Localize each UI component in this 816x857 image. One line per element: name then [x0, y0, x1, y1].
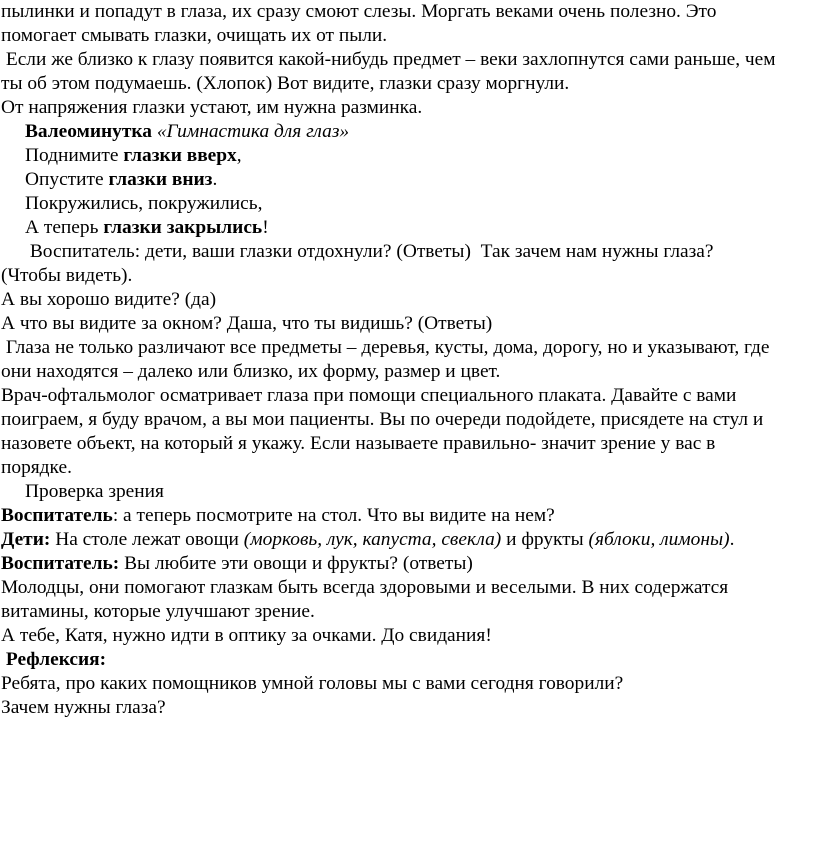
exercise-title-bold: Валеоминутка: [25, 121, 152, 142]
section-vision-check: Проверка зрения: [25, 481, 164, 502]
paragraph-eyelids-line-2: ты об этом подумаешь. (Хлопок) Вот видите, глазки сразу моргнули.: [1, 73, 570, 94]
speaker-children: Дети:: [1, 529, 51, 550]
exercise-title-italic: «Гимнастика для глаз»: [151, 121, 350, 142]
paragraph-vitamins-line-1: Молодцы, они помогают глазкам быть всегда здоровыми и веселыми. В них содержатся: [1, 577, 729, 598]
speaker-teacher: Воспитатель: [1, 505, 113, 526]
poem-line-2-text: Опустите: [25, 169, 109, 190]
paragraph-teacher-question-line-1: Воспитатель: дети, ваши глазки отдохнули? (Ответы) Так зачем нам нужны глаза?: [25, 241, 714, 262]
paragraph-eyes-distinguish-line-2: они находятся – далеко или близко, их форму, размер и цвет.: [1, 361, 501, 382]
paragraph-ophthalmologist-line-3: назовете объект, на который я укажу. Если называете правильно- значит зрение у вас в: [1, 433, 716, 454]
poem-line-4: [1, 216, 812, 240]
paragraph-window: А что вы видите за окном? Даша, что ты видишь? (Ответы): [1, 313, 493, 334]
dialog-teacher-2: [1, 552, 812, 576]
paragraph-eyelids-line-1: Если же близко к глазу появится какой-нибудь предмет – веки захлопнутся сами раньше, чем: [1, 49, 776, 70]
section-reflection: [1, 648, 812, 672]
poem-line-2: [1, 168, 812, 192]
poem-line-1-text: Поднимите: [25, 145, 124, 166]
poem-line-4-punct: !: [262, 217, 269, 238]
paragraph-blinking-line-2: помогает смывать глазки, очищать их от пыли.: [1, 25, 388, 46]
paragraph-warmup-intro: От напряжения глазки устают, им нужна разминка.: [1, 97, 423, 118]
poem-line-2-punct: .: [212, 169, 218, 190]
paragraph-katya: А тебе, Катя, нужно идти в оптику за очками. До свидания!: [1, 625, 492, 646]
dialog-teacher-1-text: : а теперь посмотрите на стол. Что вы видите на нем?: [112, 505, 555, 526]
speaker-teacher-2: Воспитатель:: [1, 553, 120, 574]
dialog-children-text-2: и фрукты: [501, 529, 589, 550]
poem-line-1: [1, 144, 812, 168]
poem-line-4-text: А теперь: [25, 217, 104, 238]
paragraph-ophthalmologist-line-1: Врач-офтальмолог осматривает глаза при помощи специального плаката. Давайте с вами: [1, 385, 737, 406]
poem-line-2-bold: глазки вниз: [108, 169, 213, 190]
poem-line-1-punct: ,: [236, 145, 242, 166]
dialog-children-punct: .: [729, 529, 735, 550]
dialog-children-fruits: (яблоки, лимоны): [588, 529, 730, 550]
poem-line-3: Покружились, покружились,: [25, 193, 263, 214]
poem-line-4-bold: глазки закрылись: [103, 217, 263, 238]
dialog-teacher-2-text: Вы любите эти овощи и фрукты? (ответы): [119, 553, 473, 574]
paragraph-vitamins-line-2: витамины, которые улучшают зрение.: [1, 601, 315, 622]
paragraph-blinking-line-1: пылинки и попадут в глаза, их сразу смоют слезы. Моргать веками очень полезно. Это: [1, 1, 717, 22]
exercise-title: [1, 120, 812, 144]
dialog-children: [1, 528, 812, 552]
paragraph-teacher-question-line-2: (Чтобы видеть).: [1, 265, 133, 286]
paragraph-reflection-question-1: Ребята, про каких помощников умной головы мы с вами сегодня говорили?: [1, 673, 624, 694]
paragraph-ophthalmologist-line-2: поиграем, я буду врачом, а вы мои пациенты. Вы по очереди подойдете, присядете на стул и: [1, 409, 764, 430]
paragraph-ophthalmologist-line-4: порядке.: [1, 457, 72, 478]
paragraph-do-you-see: А вы хорошо видите? (да): [1, 289, 217, 310]
paragraph-eyes-distinguish-line-1: Глаза не только различают все предметы – деревья, кусты, дома, дорогу, но и указывают, где: [1, 337, 770, 358]
dialog-children-vegetables: (морковь, лук, капуста, свекла): [243, 529, 502, 550]
section-reflection-title: Рефлексия:: [1, 649, 107, 670]
paragraph-reflection-question-2: Зачем нужны глаза?: [1, 697, 166, 718]
dialog-children-text-1: На столе лежат овощи: [50, 529, 244, 550]
dialog-teacher-1: [1, 504, 812, 528]
poem-line-1-bold: глазки вверх: [123, 145, 237, 166]
